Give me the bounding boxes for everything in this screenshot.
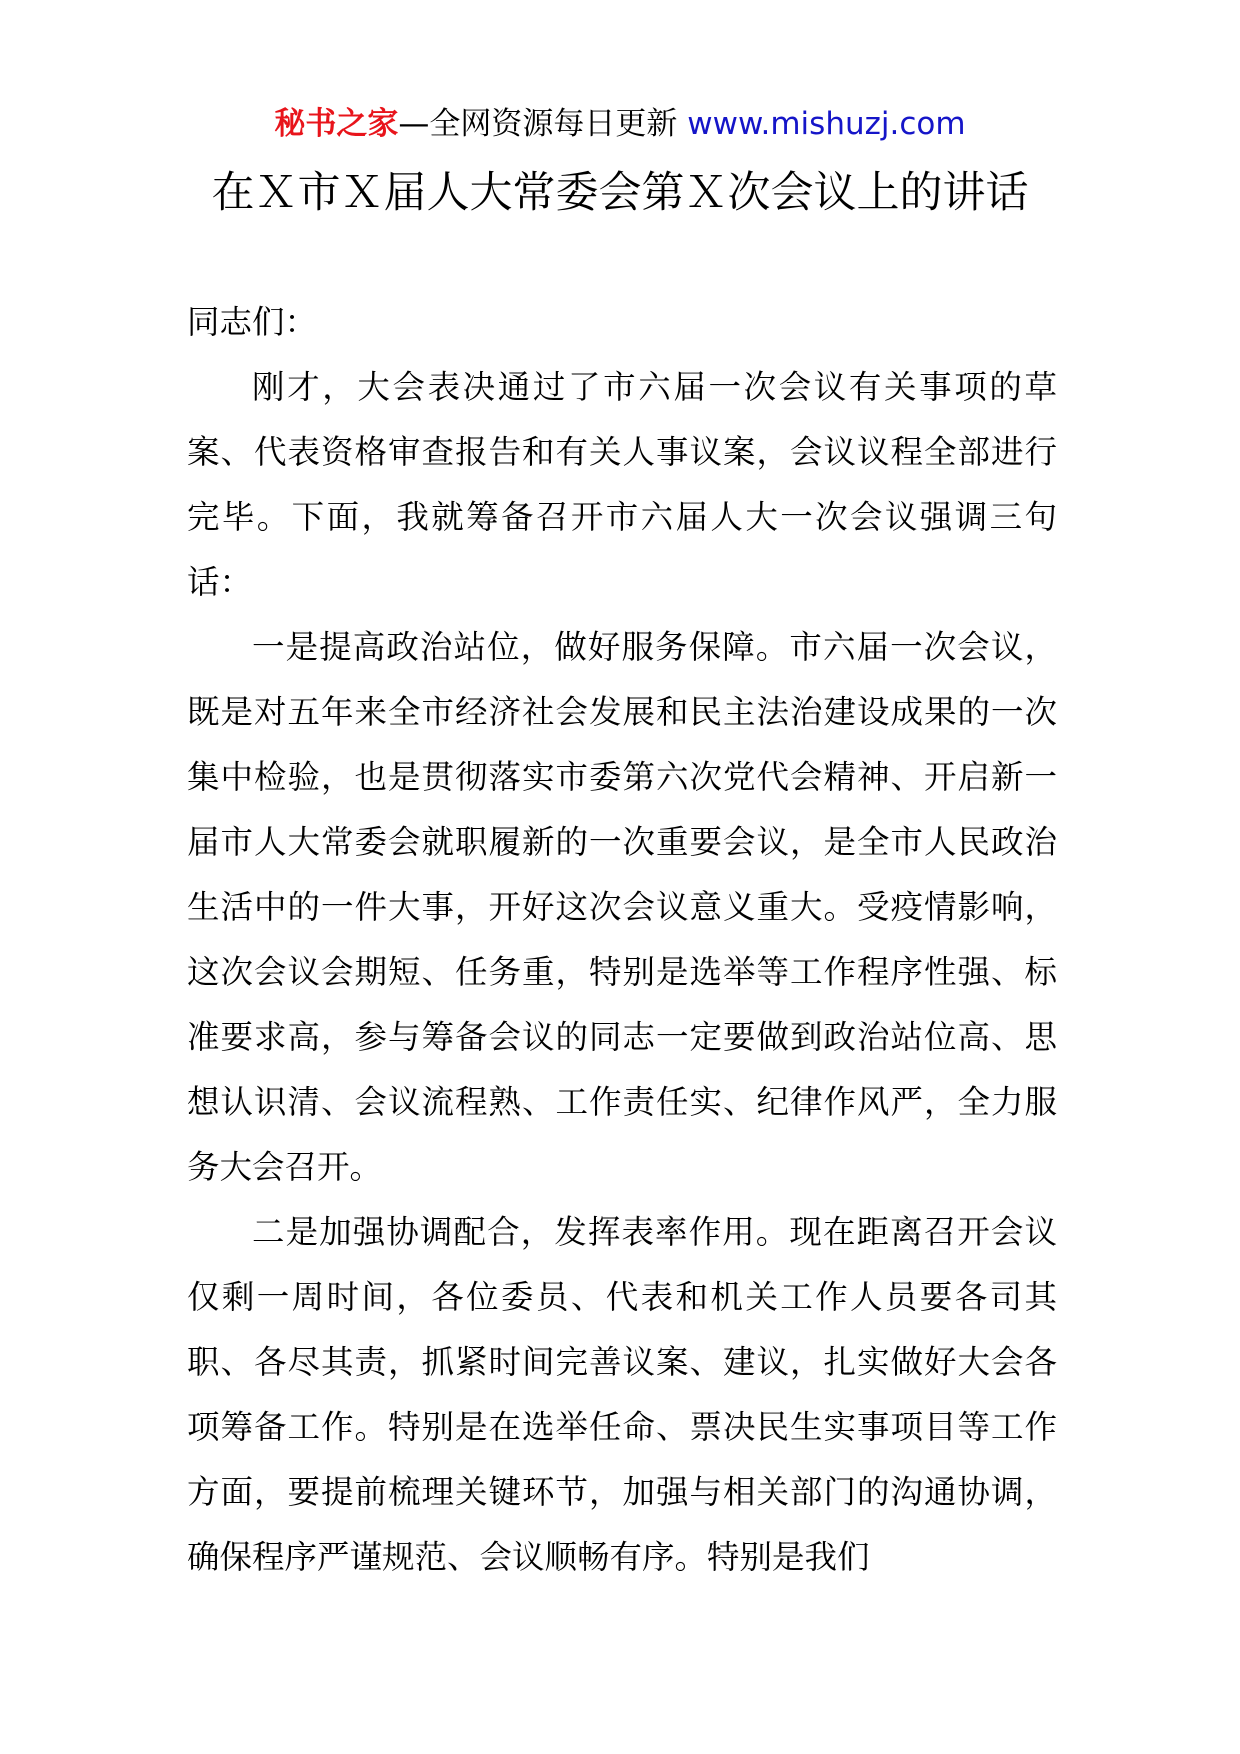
site-tagline: —全网资源每日更新 bbox=[398, 106, 678, 142]
site-url-link[interactable]: www.mishuzj.com bbox=[687, 106, 966, 142]
paragraph-3: 二是加强协调配合，发挥表率作用。现在距离召开会议仅剩一周时间，各位委员、代表和机关工作人员要各司其职、各尽其责，抓紧时间完善议案、建议，扎实做好大会各项筹备工作。特别是在选举任命、票决民生实事项目等工作方面，要提前梳理关键环节，加强与相关部门的沟通协调，确保程序严谨规范、会议顺畅有序。特别是我们 bbox=[187, 1213, 1057, 1576]
paragraph-1: 刚才，大会表决通过了市六届一次会议有关事项的草案、代表资格审查报告和有关人事议案，会议议程全部进行完毕。下面，我就筹备召开市六届人大一次会议强调三句话： bbox=[187, 368, 1057, 601]
paragraph-2: 一是提高政治站位，做好服务保障。市六届一次会议，既是对五年来全市经济社会发展和民主法治建设成果的一次集中检验，也是贯彻落实市委第六次党代会精神、开启新一届市人大常委会就职履新的一次重要会议，是全市人民政治生活中的一件大事，开好这次会议意义重大。受疫情影响，这次会议会期短、任务重，特别是选举等工作程序性强、标准要求高，参与筹备会议的同志一定要做到政治站位高、思想认识清、会议流程熟、工作责任实、纪律作风严，全力服务大会召开。 bbox=[187, 628, 1057, 1186]
site-brand: 秘书之家 bbox=[274, 106, 399, 142]
document-title: 在Ｘ市Ｘ届人大常委会第Ｘ次会议上的讲话 bbox=[211, 168, 1029, 218]
greeting: 同志们： bbox=[187, 303, 318, 341]
document-body bbox=[187, 290, 1057, 1590]
site-header bbox=[0, 100, 1240, 148]
